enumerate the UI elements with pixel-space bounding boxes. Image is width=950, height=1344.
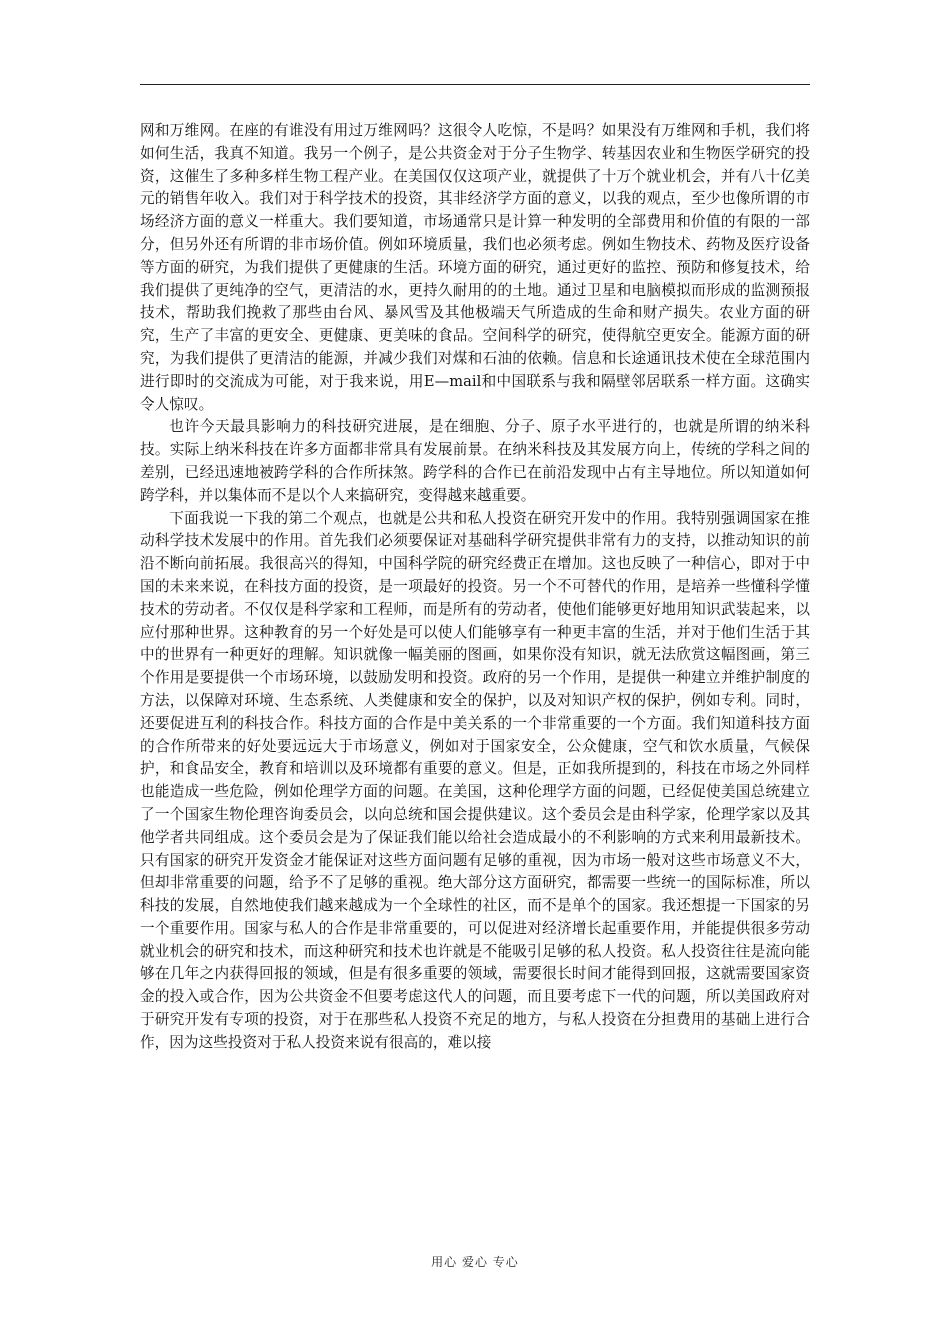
document-body <box>140 120 810 1055</box>
paragraph-2: 也许今天最具影响力的科技研究进展，是在细胞、分子、原子水平进行的，也就是所谓的纳米科技。实际上纳米科技在许多方面都非常具有发展前景。在纳米科技及其发展方向上，传统的学科之间的差别，已经迅速地被跨学科的合作所抹煞。跨学科的合作已在前沿发现中占有主导地位。所以知道如何跨学科，并以集体而不是以个人来搞研究，变得越来越重要。 <box>140 418 810 504</box>
paragraph-3: 下面我说一下我的第二个观点，也就是公共和私人投资在研究开发中的作用。我特别强调国家在推动科学技术发展中的作用。首先我们必须要保证对基础科学研究提供非常有力的支持，以推动知识的前沿不断向前拓展。我很高兴的得知，中国科学院的研究经费正在增加。这也反映了一种信心，即对于中国的未来来说，在科技方面的投资，是一项最好的投资。另一个不可替代的作用，是培养一些懂科学懂技术的劳动者。不仅仅是科学家和工程师，而是所有的劳动者，使他们能够更好地用知识武装起来，以应付那种世界。这种教育的另一个好处是可以使人们能够享有一种更丰富的生活，并对于他们生活于其中的世界有一种更好的理解。知识就像一幅美丽的图画，如果你没有知识，就无法欣赏这幅图画，第三个作用是要提供一个市场环境，以鼓励发明和投资。政府的另一个作用，是提供一种建立并维护制度的方法，以保障对环境、生态系统、人类健康和安全的保护，以及对知识产权的保护，例如专利。同时，还要促进互利的科技合作。科技方面的合作是中美关系的一个非常重要的一个方面。我们知道科技方面的合作所带来的好处要远远大于市场意义，例如对于国家安全，公众健康，空气和饮水质量，气候保护，和食品安全，教育和培训以及环境都有重要的意义。但是，正如我所提到的，科技在市场之外同样也能造成一些危险，例如伦理学方面的问题。在美国，这种伦理学方面的问题，已经促使美国总统建立了一个国家生物伦理咨询委员会，以向总统和国会提供建议。这个委员会是由科学家，伦理学家以及其他学者共同组成。这个委员会是为了保证我们能以给社会造成最小的不利影响的方式来利用最新技术。只有国家的研究开发资金才能保证对这些方面问题有足够的重视，因为市场一般对这些市场意义不大，但却非常重要的问题，给予不了足够的重视。绝大部分这方面研究，都需要一些统一的国际标准，所以科技的发展，自然地使我们越来越成为一个全球性的社区，而不是单个的国家。我还想提一下国家的另一个重要作用。国家与私人的合作是非常重要的，可以促进对经济增长起重要作用，并能提供很多劳动就业机会的研究和技术，而这种研究和技术也许就是不能吸引足够的私人投资。私人投资往往是流向能够在几年之内获得回报的领域，但是有很多重要的领域，需要很长时间才能得到回报，这就需要国家资金的投入或合作，因为公共资金不但要考虑这代人的问题，而且要考虑下一代的问题，所以美国政府对于研究开发有专项的投资，对于在那些私人投资不充足的地方，与私人投资在分担费用的基础上进行合作，因为这些投资对于私人投资来说有很高的，难以接 <box>140 509 810 1051</box>
paragraph-1: 网和万维网。在座的有谁没有用过万维网吗？这很令人吃惊，不是吗？如果没有万维网和手机，我们将如何生活，我真不知道。我另一个例子，是公共资金对于分子生物学、转基因农业和生物医学研究的投资，这催生了多种多样生物工程产业。在美国仅仅这项产业，就提供了十万个就业机会，并有八十亿美元的销售年收入。我们对于科学技术的投资，其非经济学方面的意义，以我的观点，至少也像所谓的市场经济方面的意义一样重大。我们要知道，市场通常只是计算一种发明的全部费用和价值的有限的一部分，但另外还有所谓的非市场价值。例如环境质量，我们也必须考虑。例如生物技术、药物及医疗设备等方面的研究，为我们提供了更健康的生活。环境方面的研究，通过更好的监控、预防和修复技术，给我们提供了更纯净的空气，更清洁的水，更持久耐用的的土地。通过卫星和电脑模拟而形成的监测预报技术，帮助我们挽救了那些由台风、暴风雪及其他极端天气所造成的生命和财产损失。农业方面的研究，生产了丰富的更安全、更健康、更美味的食品。空间科学的研究，使得航空更安全。能源方面的研究，为我们提供了更清洁的能源，并减少我们对煤和石油的依赖。信息和长途通讯技术使在全球范围内进行即时的交流成为可能，对于我来说，用E—mail和中国联系与我和隔壁邻居联系一样方面。这确实令人惊叹。 <box>140 122 810 413</box>
header-rule <box>140 84 810 85</box>
page-footer: 用心 爱心 专心 <box>431 1255 519 1269</box>
